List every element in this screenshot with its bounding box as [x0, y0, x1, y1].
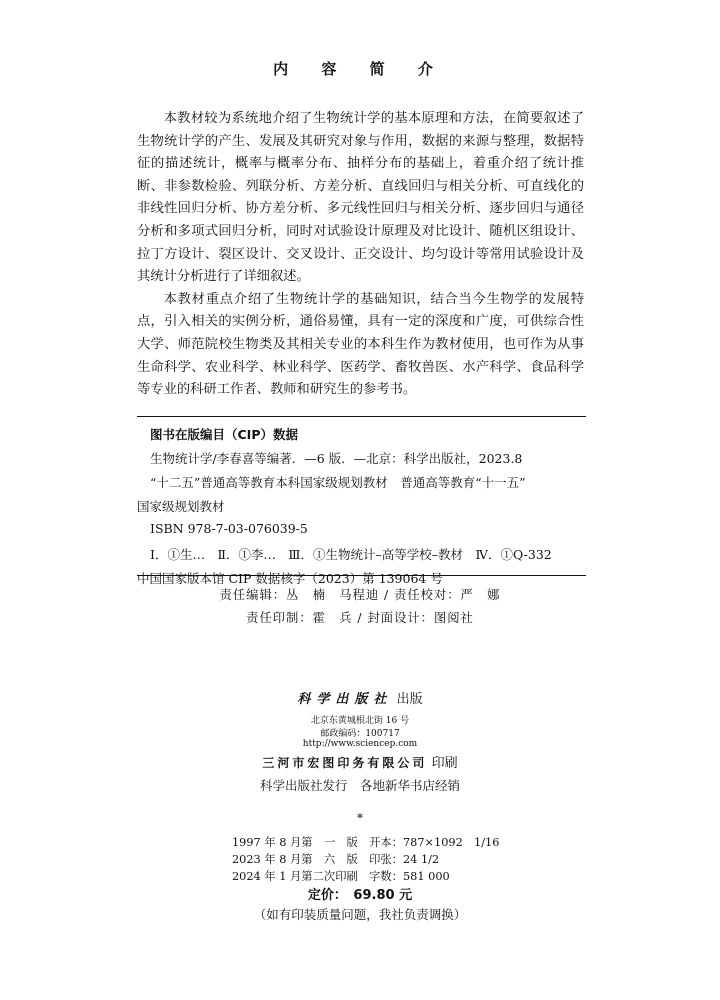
- publisher-name: 科学出版社: [297, 692, 393, 707]
- cip-isbn: ISBN 978-7-03-076039-5: [150, 521, 308, 536]
- price: 定价： 69.80 元: [307, 888, 413, 903]
- printer-suffix: 印刷: [431, 756, 458, 771]
- publisher-line: [0, 688, 720, 707]
- distribution-line: 科学出版社发行 各地新华书店经销: [259, 778, 460, 793]
- cip-series-line: “十二五”普通高等教育本科国家级规划教材 普通高等教育“十一五”: [150, 475, 526, 490]
- printer-line: [0, 752, 720, 771]
- printer-name: 三河市宏图印务有限公司: [262, 756, 428, 770]
- editor-credits: 责任编辑：丛 楠 马程迪 / 责任校对：严 娜: [219, 588, 501, 602]
- cip-bibliographic-line: 生物统计学/李春喜等编著．—6 版．—北京：科学出版社，2023.8: [150, 451, 523, 466]
- edition-line-2: 2023 年 8 月第 六 版 印张：24 1/2: [232, 853, 440, 866]
- summary-paragraph-1: 本教材较为系统地介绍了生物统计学的基本原理和方法，在简要叙述了生物统计学的产生、发展及其研究对象与作用，数据的来源与整理，数据特征的描述统计，概率与概率分布、抽样分布的基础上，着重介绍了统计推断、非参数检验、列联分析、方差分析、直线回归与相关分析、可直线化的非线性回归分析、协方差分析、多元线性回归与相关分析、逐步回归与通径分析和多项式回归分析，同时对试验设计原理及对比设计、随机区组设计、拉丁方设计、裂区设计、交叉设计、正交设计、均匀设计等常用试验设计及其统计分析进行了详细叙述。: [137, 111, 584, 285]
- publisher-postcode: 邮政编码：100717: [320, 729, 400, 739]
- summary-paragraph-2: 本教材重点介绍了生物统计学的基础知识，结合当今生物学的发展特点，引入相关的实例分析，通俗易懂，具有一定的深度和广度，可供综合性大学、师范院校生物类及其相关专业的本科生作为教材使用，也可作为从事生命科学、农业科学、林业科学、医药学、畜牧兽医、水产科学、食品科学等专业的科研工作者、教师和研究生的参考书。: [137, 291, 584, 398]
- cip-heading: 图书在版编目（CIP）数据: [150, 427, 298, 442]
- page-title: 内 容 简 介: [273, 60, 447, 78]
- publisher-address: 北京东黄城根北街 16 号: [310, 716, 410, 726]
- publisher-url: http://www.sciencep.com: [302, 739, 418, 749]
- separator-star: *: [357, 811, 363, 825]
- production-credits: 责任印制：霍 兵 / 封面设计：图阅社: [246, 611, 474, 625]
- cip-data-block: [137, 416, 586, 586]
- cip-classification: Ⅰ．①生… Ⅱ．①李… Ⅲ．①生物统计–高等学校–教材 Ⅳ．①Q-332: [150, 547, 552, 562]
- cip-record-number: 中国国家版本馆 CIP 数据核字（2023）第 139064 号: [137, 571, 443, 586]
- quality-note: （如有印装质量问题，我社负责调换）: [253, 907, 467, 922]
- cip-series-line-continued: 国家级规划教材: [137, 499, 225, 514]
- publisher-suffix: 出版: [396, 692, 423, 707]
- edition-line-1: 1997 年 8 月第 一 版 开本：787×1092 1/16: [232, 836, 500, 849]
- content-summary: [137, 108, 584, 402]
- edition-line-3: 2024 年 1 月第二次印刷 字数：581 000: [232, 870, 450, 883]
